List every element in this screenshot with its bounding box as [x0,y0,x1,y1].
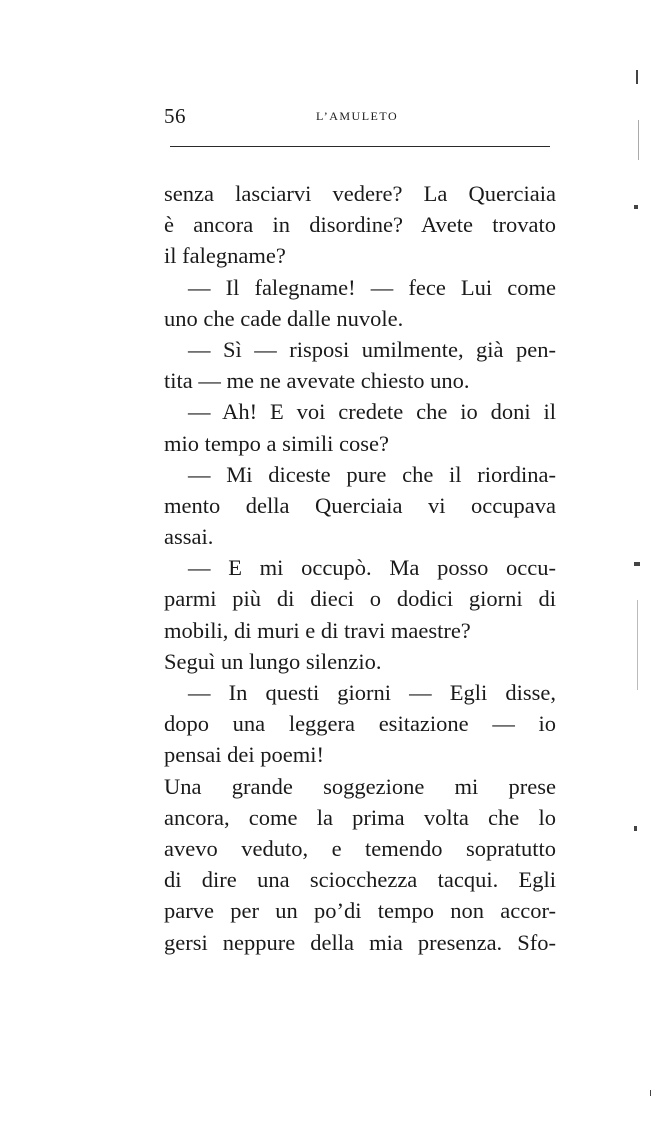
page-number: 56 [164,104,186,128]
running-title: L’AMULETO [316,109,399,123]
text-line: senza lasciarvi vedere? La Querciaia [164,181,556,206]
text-line: — In questi giorni — Egli disse, [188,680,556,705]
text-line: — Ah! E voi credete che io doni il [188,399,556,425]
text-line: è ancora in disordine? Avete trovato [164,212,556,238]
text-line: parve per un po’di tempo non accor- [164,898,556,924]
text-line: mento della Querciaia vi occupava [164,492,556,518]
text-line: il falegname? [164,243,286,269]
header-rule [170,146,550,147]
scan-mark [636,70,638,84]
text-line: tita — me ne avevate chiesto uno. [164,368,470,394]
scan-mark [638,120,639,160]
scan-mark [650,1090,651,1096]
scan-mark [634,205,638,209]
text-line: mio tempo a simili cose? [164,430,389,456]
text-line: — Il falegname! — fece Lui come [188,274,556,300]
text-line: gersi neppure della mia presenza. Sfo- [164,929,556,955]
text-line: pensai dei poemi! [164,742,324,768]
page-header [164,104,554,134]
body-text [164,178,556,958]
scan-mark [637,600,638,690]
text-line: parmi più di dieci o dodici giorni di [164,586,556,612]
scan-mark [634,562,640,566]
text-line: dopo una leggera esitazione — io [164,711,556,737]
text-line: assai. [164,524,214,550]
text-line: ancora, come la prima volta che lo [164,804,556,830]
text-line: avevo veduto, e temendo sopratutto [164,835,556,861]
text-line: — E mi occupò. Ma posso occu- [188,555,556,581]
text-line: Una grande soggezione mi prese [164,773,556,799]
text-line: — Mi diceste pure che il riordina- [188,461,556,487]
scan-mark [634,826,637,831]
text-line: di dire una sciocchezza tacqui. Egli [164,867,556,893]
text-line: mobili, di muri e di travi maestre? [164,617,471,643]
text-line: uno che cade dalle nuvole. [164,305,404,331]
text-line: Seguì un lungo silenzio. [164,648,382,674]
text-line: — Sì — risposi umilmente, già pen- [188,336,556,362]
